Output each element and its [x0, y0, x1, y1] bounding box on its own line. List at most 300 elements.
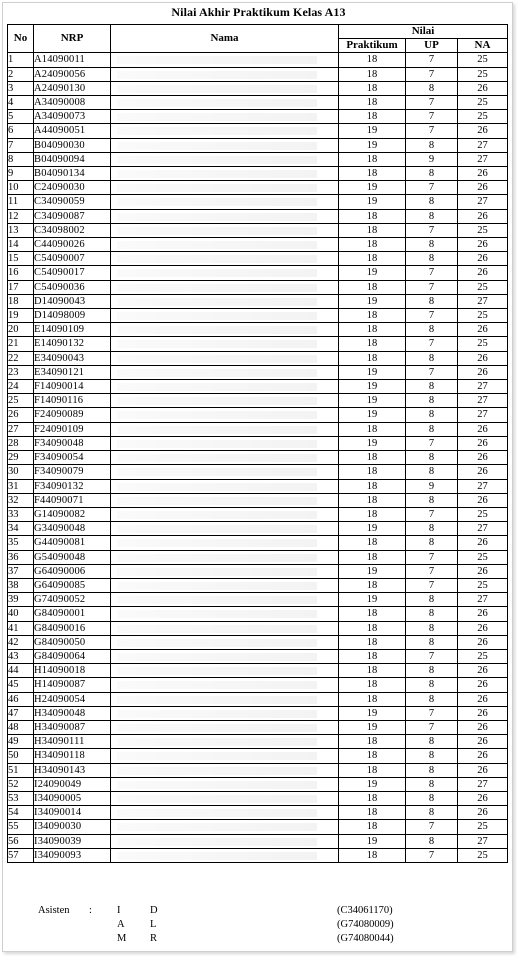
- nrp-cell: G14090082: [34, 507, 111, 521]
- praktikum-cell: 19: [339, 394, 406, 408]
- praktikum-cell: 18: [339, 607, 406, 621]
- praktikum-cell: 18: [339, 621, 406, 635]
- redacted-name-block: [117, 511, 317, 519]
- redacted-name-block: [117, 99, 317, 107]
- up-cell: 7: [406, 280, 458, 294]
- na-cell: 26: [458, 763, 508, 777]
- row-number-cell: 7: [8, 138, 34, 152]
- nrp-cell: G84090064: [34, 649, 111, 663]
- table-row: [8, 152, 508, 166]
- assistants-label: Asisten: [38, 905, 70, 916]
- row-number-cell: 47: [8, 706, 34, 720]
- row-number-cell: 2: [8, 67, 34, 81]
- table-row: [8, 735, 508, 749]
- na-cell: 25: [458, 649, 508, 663]
- praktikum-cell: 19: [339, 436, 406, 450]
- na-cell: 26: [458, 422, 508, 436]
- table-row: [8, 806, 508, 820]
- na-cell: 26: [458, 664, 508, 678]
- nrp-cell: G84090016: [34, 621, 111, 635]
- redacted-name-block: [117, 156, 317, 164]
- redacted-name-block: [117, 113, 317, 121]
- redacted-name-block: [117, 383, 317, 391]
- up-cell: 8: [406, 209, 458, 223]
- redacted-name-block: [117, 326, 317, 334]
- row-number-cell: 53: [8, 791, 34, 805]
- nrp-cell: E34090121: [34, 365, 111, 379]
- nrp-cell: G84090001: [34, 607, 111, 621]
- up-cell: 8: [406, 380, 458, 394]
- name-cell: [111, 564, 339, 578]
- table-row: [8, 280, 508, 294]
- table-row: [8, 607, 508, 621]
- nrp-cell: G54090048: [34, 550, 111, 564]
- praktikum-cell: 18: [339, 309, 406, 323]
- row-number-cell: 45: [8, 678, 34, 692]
- redacted-name-block: [117, 213, 317, 221]
- row-number-cell: 30: [8, 465, 34, 479]
- grades-table: [7, 24, 508, 863]
- nrp-cell: D14090043: [34, 294, 111, 308]
- table-row: [8, 124, 508, 138]
- praktikum-cell: 19: [339, 408, 406, 422]
- na-cell: 26: [458, 635, 508, 649]
- nrp-cell: G84090050: [34, 635, 111, 649]
- name-cell: [111, 834, 339, 848]
- nrp-cell: A34090008: [34, 96, 111, 110]
- up-cell: 8: [406, 167, 458, 181]
- praktikum-cell: 18: [339, 152, 406, 166]
- up-cell: 7: [406, 436, 458, 450]
- up-cell: 8: [406, 834, 458, 848]
- row-number-cell: 27: [8, 422, 34, 436]
- na-cell: 25: [458, 337, 508, 351]
- na-cell: 25: [458, 110, 508, 124]
- na-cell: 26: [458, 323, 508, 337]
- redacted-name-block: [117, 184, 317, 192]
- row-number-cell: 52: [8, 777, 34, 791]
- up-cell: 7: [406, 578, 458, 592]
- table-row: [8, 635, 508, 649]
- row-number-cell: 11: [8, 195, 34, 209]
- up-cell: 7: [406, 124, 458, 138]
- row-number-cell: 44: [8, 664, 34, 678]
- table-row: [8, 678, 508, 692]
- up-cell: 7: [406, 67, 458, 81]
- name-cell: [111, 735, 339, 749]
- table-row: [8, 749, 508, 763]
- table-row: [8, 493, 508, 507]
- row-number-cell: 23: [8, 365, 34, 379]
- praktikum-cell: 18: [339, 749, 406, 763]
- name-cell: [111, 351, 339, 365]
- praktikum-cell: 18: [339, 678, 406, 692]
- name-cell: [111, 280, 339, 294]
- table-row: [8, 309, 508, 323]
- row-number-cell: 31: [8, 479, 34, 493]
- header-nama: Nama: [111, 25, 339, 53]
- redacted-name-block: [117, 781, 317, 789]
- praktikum-cell: 18: [339, 67, 406, 81]
- na-cell: 26: [458, 536, 508, 550]
- praktikum-cell: 19: [339, 294, 406, 308]
- up-cell: 8: [406, 621, 458, 635]
- name-cell: [111, 294, 339, 308]
- assistant-initial-first: I: [117, 905, 121, 916]
- row-number-cell: 35: [8, 536, 34, 550]
- up-cell: 7: [406, 848, 458, 862]
- header-nilai: Nilai: [339, 25, 508, 39]
- redacted-name-block: [117, 355, 317, 363]
- nrp-cell: A24090056: [34, 67, 111, 81]
- table-row: [8, 451, 508, 465]
- up-cell: 8: [406, 522, 458, 536]
- up-cell: 7: [406, 337, 458, 351]
- assistant-initial-last: D: [150, 905, 158, 916]
- table-row: [8, 436, 508, 450]
- nrp-cell: H34090143: [34, 763, 111, 777]
- up-cell: 7: [406, 706, 458, 720]
- na-cell: 26: [458, 436, 508, 450]
- na-cell: 25: [458, 53, 508, 67]
- redacted-name-block: [117, 56, 317, 64]
- na-cell: 26: [458, 621, 508, 635]
- up-cell: 7: [406, 507, 458, 521]
- row-number-cell: 42: [8, 635, 34, 649]
- table-row: [8, 195, 508, 209]
- assistant-row: [0, 905, 517, 919]
- na-cell: 25: [458, 820, 508, 834]
- name-cell: [111, 536, 339, 550]
- table-row: [8, 834, 508, 848]
- up-cell: 8: [406, 451, 458, 465]
- name-cell: [111, 635, 339, 649]
- praktikum-cell: 18: [339, 649, 406, 663]
- row-number-cell: 32: [8, 493, 34, 507]
- nrp-cell: G74090052: [34, 593, 111, 607]
- up-cell: 8: [406, 294, 458, 308]
- up-cell: 8: [406, 422, 458, 436]
- header-row-top: [8, 25, 508, 39]
- praktikum-cell: 18: [339, 479, 406, 493]
- nrp-cell: B04090094: [34, 152, 111, 166]
- name-cell: [111, 380, 339, 394]
- up-cell: 8: [406, 252, 458, 266]
- praktikum-cell: 18: [339, 578, 406, 592]
- nrp-cell: A44090051: [34, 124, 111, 138]
- na-cell: 27: [458, 593, 508, 607]
- nrp-cell: F34090079: [34, 465, 111, 479]
- row-number-cell: 37: [8, 564, 34, 578]
- table-row: [8, 550, 508, 564]
- praktikum-cell: 18: [339, 820, 406, 834]
- up-cell: 7: [406, 720, 458, 734]
- up-cell: 7: [406, 649, 458, 663]
- row-number-cell: 38: [8, 578, 34, 592]
- table-row: [8, 507, 508, 521]
- na-cell: 26: [458, 735, 508, 749]
- table-row: [8, 706, 508, 720]
- nrp-cell: I34090039: [34, 834, 111, 848]
- praktikum-cell: 18: [339, 451, 406, 465]
- table-row: [8, 337, 508, 351]
- na-cell: 27: [458, 777, 508, 791]
- row-number-cell: 1: [8, 53, 34, 67]
- up-cell: 8: [406, 678, 458, 692]
- table-row: [8, 351, 508, 365]
- name-cell: [111, 394, 339, 408]
- name-cell: [111, 238, 339, 252]
- name-cell: [111, 763, 339, 777]
- table-row: [8, 593, 508, 607]
- redacted-name-block: [117, 767, 317, 775]
- up-cell: 7: [406, 365, 458, 379]
- redacted-name-block: [117, 681, 317, 689]
- name-cell: [111, 678, 339, 692]
- redacted-name-block: [117, 823, 317, 831]
- row-number-cell: 19: [8, 309, 34, 323]
- assistant-row: [0, 919, 517, 933]
- praktikum-cell: 19: [339, 365, 406, 379]
- name-cell: [111, 806, 339, 820]
- redacted-name-block: [117, 255, 317, 263]
- row-number-cell: 50: [8, 749, 34, 763]
- up-cell: 8: [406, 323, 458, 337]
- redacted-name-block: [117, 411, 317, 419]
- na-cell: 26: [458, 252, 508, 266]
- table-row: [8, 209, 508, 223]
- name-cell: [111, 777, 339, 791]
- row-number-cell: 9: [8, 167, 34, 181]
- row-number-cell: 3: [8, 81, 34, 95]
- nrp-cell: C54090017: [34, 266, 111, 280]
- nrp-cell: H34090087: [34, 720, 111, 734]
- redacted-name-block: [117, 809, 317, 817]
- redacted-name-block: [117, 85, 317, 93]
- up-cell: 7: [406, 266, 458, 280]
- row-number-cell: 25: [8, 394, 34, 408]
- row-number-cell: 46: [8, 692, 34, 706]
- nrp-cell: B04090030: [34, 138, 111, 152]
- redacted-name-block: [117, 284, 317, 292]
- redacted-name-block: [117, 312, 317, 320]
- name-cell: [111, 791, 339, 805]
- nrp-cell: G44090081: [34, 536, 111, 550]
- row-number-cell: 5: [8, 110, 34, 124]
- redacted-name-block: [117, 71, 317, 79]
- nrp-cell: I34090005: [34, 791, 111, 805]
- name-cell: [111, 593, 339, 607]
- row-number-cell: 14: [8, 238, 34, 252]
- redacted-name-block: [117, 795, 317, 803]
- redacted-name-block: [117, 269, 317, 277]
- na-cell: 27: [458, 834, 508, 848]
- redacted-name-block: [117, 724, 317, 732]
- table-row: [8, 266, 508, 280]
- name-cell: [111, 124, 339, 138]
- header-up: UP: [406, 39, 458, 53]
- table-row: [8, 167, 508, 181]
- name-cell: [111, 522, 339, 536]
- nrp-cell: G64090006: [34, 564, 111, 578]
- row-number-cell: 56: [8, 834, 34, 848]
- assistant-initial-first: M: [117, 933, 127, 944]
- up-cell: 8: [406, 777, 458, 791]
- redacted-name-block: [117, 667, 317, 675]
- nrp-cell: A34090073: [34, 110, 111, 124]
- redacted-name-block: [117, 539, 317, 547]
- table-row: [8, 408, 508, 422]
- praktikum-cell: 18: [339, 351, 406, 365]
- row-number-cell: 16: [8, 266, 34, 280]
- up-cell: 7: [406, 550, 458, 564]
- redacted-name-block: [117, 426, 317, 434]
- name-cell: [111, 309, 339, 323]
- praktikum-cell: 18: [339, 252, 406, 266]
- name-cell: [111, 181, 339, 195]
- up-cell: 7: [406, 181, 458, 195]
- nrp-cell: E14090109: [34, 323, 111, 337]
- row-number-cell: 15: [8, 252, 34, 266]
- redacted-name-block: [117, 468, 317, 476]
- assistant-id: (G74080044): [337, 933, 394, 944]
- table-row: [8, 53, 508, 67]
- up-cell: 8: [406, 465, 458, 479]
- name-cell: [111, 550, 339, 564]
- table-row: [8, 138, 508, 152]
- praktikum-cell: 18: [339, 493, 406, 507]
- name-cell: [111, 720, 339, 734]
- nrp-cell: H14090018: [34, 664, 111, 678]
- na-cell: 26: [458, 209, 508, 223]
- name-cell: [111, 266, 339, 280]
- redacted-name-block: [117, 738, 317, 746]
- redacted-name-block: [117, 696, 317, 704]
- praktikum-cell: 18: [339, 806, 406, 820]
- up-cell: 8: [406, 351, 458, 365]
- praktikum-cell: 19: [339, 593, 406, 607]
- praktikum-cell: 19: [339, 522, 406, 536]
- na-cell: 27: [458, 394, 508, 408]
- nrp-cell: C34098002: [34, 223, 111, 237]
- row-number-cell: 13: [8, 223, 34, 237]
- praktikum-cell: 18: [339, 735, 406, 749]
- row-number-cell: 48: [8, 720, 34, 734]
- up-cell: 8: [406, 536, 458, 550]
- name-cell: [111, 195, 339, 209]
- praktikum-cell: 19: [339, 564, 406, 578]
- up-cell: 8: [406, 394, 458, 408]
- name-cell: [111, 53, 339, 67]
- assistant-row: [0, 933, 517, 947]
- redacted-name-block: [117, 170, 317, 178]
- redacted-name-block: [117, 653, 317, 661]
- na-cell: 27: [458, 408, 508, 422]
- row-number-cell: 12: [8, 209, 34, 223]
- redacted-name-block: [117, 582, 317, 590]
- na-cell: 25: [458, 223, 508, 237]
- praktikum-cell: 19: [339, 138, 406, 152]
- table-row: [8, 96, 508, 110]
- table-row: [8, 294, 508, 308]
- na-cell: 27: [458, 195, 508, 209]
- nrp-cell: F14090014: [34, 380, 111, 394]
- na-cell: 26: [458, 678, 508, 692]
- praktikum-cell: 19: [339, 834, 406, 848]
- redacted-name-block: [117, 639, 317, 647]
- na-cell: 26: [458, 351, 508, 365]
- na-cell: 27: [458, 152, 508, 166]
- nrp-cell: G34090048: [34, 522, 111, 536]
- name-cell: [111, 96, 339, 110]
- praktikum-cell: 18: [339, 664, 406, 678]
- table-row: [8, 110, 508, 124]
- row-number-cell: 51: [8, 763, 34, 777]
- name-cell: [111, 706, 339, 720]
- nrp-cell: F24090089: [34, 408, 111, 422]
- name-cell: [111, 138, 339, 152]
- na-cell: 26: [458, 167, 508, 181]
- name-cell: [111, 167, 339, 181]
- na-cell: 27: [458, 138, 508, 152]
- up-cell: 8: [406, 791, 458, 805]
- up-cell: 9: [406, 152, 458, 166]
- praktikum-cell: 19: [339, 195, 406, 209]
- redacted-name-block: [117, 596, 317, 604]
- name-cell: [111, 749, 339, 763]
- nrp-cell: H34090111: [34, 735, 111, 749]
- name-cell: [111, 436, 339, 450]
- page-title: Nilai Akhir Praktikum Kelas A13: [171, 5, 346, 19]
- table-row: [8, 763, 508, 777]
- table-row: [8, 223, 508, 237]
- nrp-cell: F34090132: [34, 479, 111, 493]
- praktikum-cell: 18: [339, 848, 406, 862]
- row-number-cell: 36: [8, 550, 34, 564]
- table-row: [8, 664, 508, 678]
- table-row: [8, 578, 508, 592]
- name-cell: [111, 493, 339, 507]
- name-cell: [111, 337, 339, 351]
- table-row: [8, 791, 508, 805]
- nrp-cell: A14090011: [34, 53, 111, 67]
- name-cell: [111, 110, 339, 124]
- na-cell: 26: [458, 365, 508, 379]
- name-cell: [111, 252, 339, 266]
- praktikum-cell: 18: [339, 238, 406, 252]
- table-row: [8, 465, 508, 479]
- nrp-cell: B04090134: [34, 167, 111, 181]
- up-cell: 8: [406, 635, 458, 649]
- na-cell: 25: [458, 280, 508, 294]
- na-cell: 25: [458, 507, 508, 521]
- praktikum-cell: 19: [339, 777, 406, 791]
- nrp-cell: H34090118: [34, 749, 111, 763]
- name-cell: [111, 848, 339, 862]
- praktikum-cell: 18: [339, 791, 406, 805]
- name-cell: [111, 81, 339, 95]
- na-cell: 27: [458, 522, 508, 536]
- praktikum-cell: 18: [339, 507, 406, 521]
- table-row: [8, 323, 508, 337]
- row-number-cell: 54: [8, 806, 34, 820]
- nrp-cell: C54090036: [34, 280, 111, 294]
- redacted-name-block: [117, 838, 317, 846]
- nrp-cell: I34090030: [34, 820, 111, 834]
- praktikum-cell: 19: [339, 124, 406, 138]
- na-cell: 25: [458, 309, 508, 323]
- row-number-cell: 33: [8, 507, 34, 521]
